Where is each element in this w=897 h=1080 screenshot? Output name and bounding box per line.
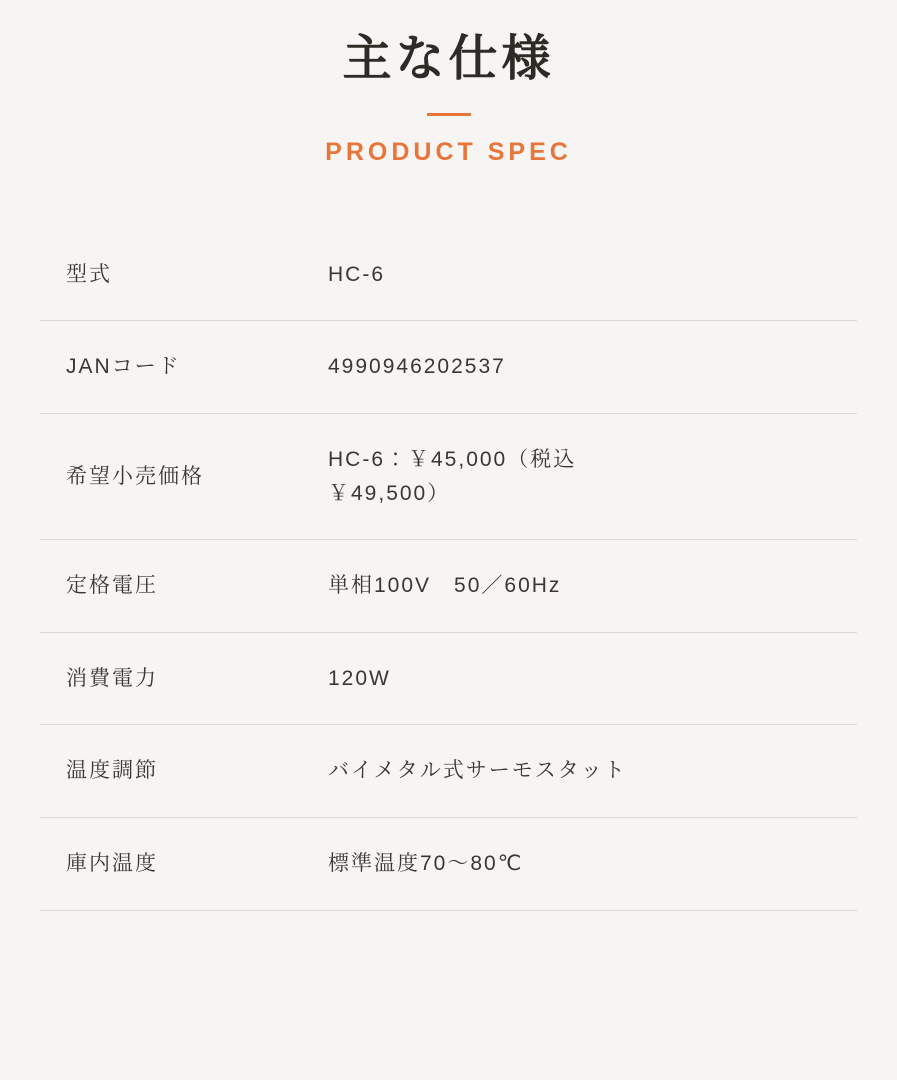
- table-row: [40, 632, 857, 725]
- spec-value: [328, 817, 857, 910]
- spec-value: [328, 540, 857, 633]
- table-row: [40, 817, 857, 910]
- spec-table-body: [40, 229, 857, 910]
- spec-label: 温度調節: [66, 759, 158, 783]
- table-row: [40, 413, 857, 539]
- title-divider: [427, 113, 471, 116]
- spec-value-line: バイメタル式サーモスタット: [328, 759, 627, 783]
- spec-value: [328, 632, 857, 725]
- spec-value: [328, 229, 857, 321]
- spec-label: 型式: [66, 262, 112, 286]
- spec-table: [40, 229, 857, 911]
- spec-label: 庫内温度: [66, 851, 158, 875]
- table-row: [40, 540, 857, 633]
- spec-value: [328, 321, 857, 414]
- spec-value-line: 標準温度70〜80℃: [328, 851, 524, 875]
- spec-value-line: 120W: [328, 666, 391, 690]
- spec-label: JANコード: [66, 355, 181, 379]
- table-row: [40, 725, 857, 818]
- table-row: [40, 321, 857, 414]
- spec-value-line: ￥49,500）: [328, 481, 451, 505]
- spec-value-line: HC-6：￥45,000（税込: [328, 447, 577, 471]
- spec-value: [328, 413, 857, 539]
- page-subtitle: PRODUCT SPEC: [325, 137, 572, 166]
- spec-value: [328, 725, 857, 818]
- page-title: 主な仕様: [342, 32, 555, 86]
- spec-header: [0, 0, 897, 167]
- spec-label: 定格電圧: [66, 574, 158, 598]
- spec-label: 消費電力: [66, 666, 158, 690]
- spec-value-line: HC-6: [328, 262, 386, 286]
- spec-value-line: 4990946202537: [328, 355, 506, 379]
- table-row: [40, 229, 857, 321]
- spec-value-line: 単相100V 50／60Hz: [328, 574, 562, 598]
- spec-label: 希望小売価格: [66, 464, 204, 488]
